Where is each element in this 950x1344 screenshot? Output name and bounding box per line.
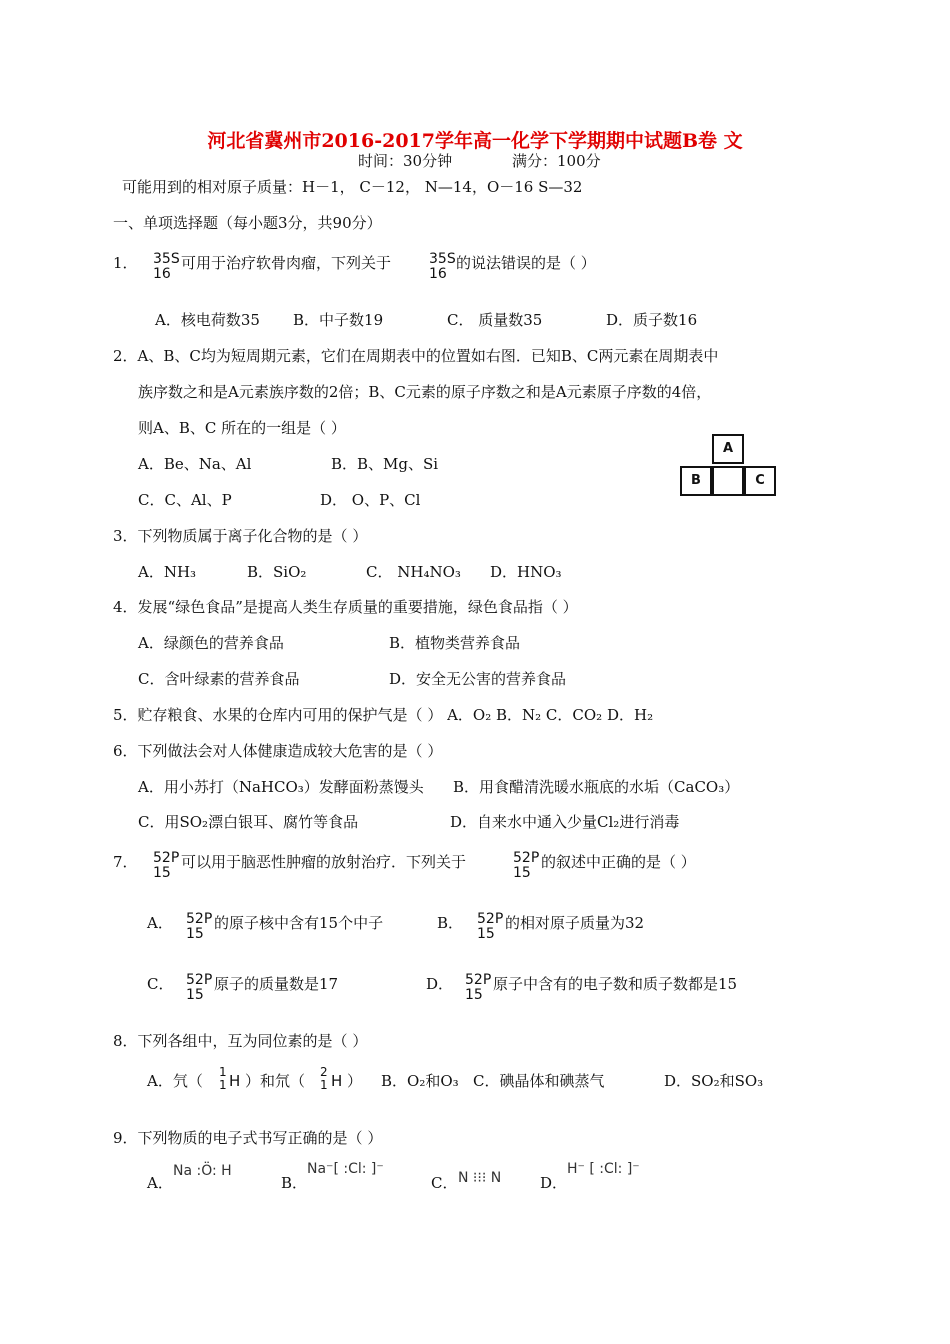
q9-formula-a: Na :Ö: H — [173, 1163, 232, 1179]
hydrogen-symbol: H — [229, 1072, 241, 1090]
q2-option-c[interactable]: C．C、Al、P — [138, 491, 232, 509]
isotope-z: 15 — [477, 926, 495, 942]
q9-option-d-label[interactable]: D． — [540, 1174, 568, 1192]
q6-option-c[interactable]: C．用SO₂漂白银耳、腐竹等食品 — [138, 813, 359, 831]
isotope-mass: 52P — [513, 850, 540, 866]
section-title: 一、单项选择题（每小题3分，共90分） — [113, 214, 382, 232]
q7-option-a-label[interactable]: A． — [147, 914, 173, 932]
q6-text: 6．下列做法会对人体健康造成较大危害的是（ ） — [113, 742, 443, 760]
q6-option-a[interactable]: A．用小苏打（NaHCO₃）发酵面粉蒸馒头 — [138, 778, 424, 796]
q7-option-c-label[interactable]: C． — [147, 975, 174, 993]
grid-cell-c: C — [744, 466, 776, 496]
q7-option-a[interactable]: 的原子核中含有15个中子 — [214, 914, 384, 932]
isotope-z: 15 — [153, 865, 171, 881]
q9-option-a-label[interactable]: A． — [147, 1174, 173, 1192]
q2-line1: 2．A、B、C均为短周期元素，它们在周期表中的位置如右图．已知B、C两元素在周期表中 — [113, 347, 719, 365]
q8-protium-isotope — [219, 1066, 227, 1092]
q7-option-b-label[interactable]: B． — [437, 914, 464, 932]
isotope-z: 15 — [186, 926, 204, 942]
isotope-mass: 2 — [320, 1065, 328, 1079]
q1-text-b: 的说法错误的是（ ） — [456, 254, 596, 272]
q7-option-d-label[interactable]: D． — [426, 975, 454, 993]
atomic-masses: 可能用到的相对原子质量：H－1， C－12， N—14，O－16 S—32 — [122, 178, 583, 196]
q7-text-b: 的叙述中正确的是（ ） — [541, 853, 696, 871]
q1-option-b[interactable]: B．中子数19 — [293, 311, 384, 329]
q9-text: 9．下列物质的电子式书写正确的是（ ） — [113, 1129, 383, 1147]
q7-option-d[interactable]: 原子中含有的电子数和质子数都是15 — [493, 975, 738, 993]
q1-option-c[interactable]: C． 质量数35 — [447, 311, 543, 329]
q4-text: 4．发展“绿色食品”是提高人类生存质量的重要措施，绿色食品指（ ） — [113, 598, 578, 616]
q9-formula-c: N ⁝⁝⁝ N — [458, 1170, 502, 1186]
q8-option-a-part1[interactable]: A．氕（ — [147, 1072, 203, 1090]
isotope-mass: 1 — [219, 1065, 227, 1079]
q3-option-c[interactable]: C． NH₄NO₃ — [366, 563, 461, 581]
q8-option-b[interactable]: B．O₂和O₃ — [381, 1072, 459, 1090]
q7-option-d-isotope — [465, 973, 491, 1003]
q4-option-b[interactable]: B．植物类营养食品 — [389, 634, 521, 652]
exam-time: 时间：30分钟 — [358, 152, 453, 170]
q2-line3: 则A、B、C 所在的一组是（ ） — [138, 419, 346, 437]
q1-isotope-s — [153, 252, 180, 282]
q7-isotope-p-2 — [513, 851, 539, 881]
q9-formula-d: H⁻ [ :Cl: ]⁻ — [567, 1161, 640, 1177]
exam-score: 满分：100分 — [512, 152, 601, 170]
q7-option-c[interactable]: 原子的质量数是17 — [214, 975, 339, 993]
q8-deuterium-isotope — [320, 1066, 328, 1092]
q7-option-b[interactable]: 的相对原子质量为32 — [505, 914, 645, 932]
q4-option-c[interactable]: C．含叶绿素的营养食品 — [138, 670, 300, 688]
q2-option-a[interactable]: A．Be、Na、Al — [138, 455, 252, 473]
grid-cell-empty — [712, 466, 744, 496]
page-title: 河北省冀州市2016-2017学年高一化学下学期期中试题B卷 文 — [207, 130, 743, 152]
q7-text-a: 可以用于脑恶性肿瘤的放射治疗．下列关于 — [181, 853, 467, 871]
q9-formula-b: Na⁻[ :Cl: ]⁻ — [307, 1161, 384, 1177]
isotope-mass: 52P — [153, 850, 180, 866]
q6-option-b[interactable]: B．用食醋清洗暖水瓶底的水垢（CaCO₃） — [453, 778, 740, 796]
q4-option-d[interactable]: D．安全无公害的营养食品 — [389, 670, 567, 688]
q8-option-d[interactable]: D．SO₂和SO₃ — [664, 1072, 764, 1090]
q2-line2: 族序数之和是A元素族序数的2倍；B、C元素的原子序数之和是A元素原子序数的4倍， — [138, 383, 712, 401]
q8-text: 8．下列各组中，互为同位素的是（ ） — [113, 1032, 368, 1050]
q1-isotope-s-2 — [429, 252, 456, 282]
isotope-mass: 52P — [186, 911, 213, 927]
q8-option-a-part3[interactable]: ） — [347, 1072, 363, 1090]
q2-option-d[interactable]: D． O、P、Cl — [320, 491, 421, 509]
q1-number: 1． — [113, 254, 138, 272]
isotope-mass: 52P — [186, 972, 213, 988]
q6-option-d[interactable]: D．自来水中通入少量Cl₂进行消毒 — [450, 813, 680, 831]
q5-text: 5．贮存粮食、水果的仓库内可用的保护气是（ ） A．O₂ B．N₂ C．CO₂ D．H₂ — [113, 706, 654, 724]
q4-option-a[interactable]: A．绿颜色的营养食品 — [138, 634, 284, 652]
q3-option-b[interactable]: B．SiO₂ — [247, 563, 307, 581]
q3-option-d[interactable]: D．HNO₃ — [490, 563, 562, 581]
q8-option-c[interactable]: C．碘晶体和碘蒸气 — [473, 1072, 605, 1090]
isotope-mass: 35S — [429, 251, 456, 267]
q7-option-a-isotope — [186, 912, 212, 942]
periodic-position-diagram — [680, 434, 778, 498]
isotope-mass: 52P — [477, 911, 504, 927]
q9-option-b-label[interactable]: B． — [281, 1174, 308, 1192]
q3-option-a[interactable]: A．NH₃ — [138, 563, 197, 581]
hydrogen-symbol: H — [331, 1072, 343, 1090]
isotope-z: 16 — [153, 266, 171, 282]
q3-text: 3．下列物质属于离子化合物的是（ ） — [113, 527, 368, 545]
grid-cell-a: A — [712, 434, 744, 464]
q1-option-a[interactable]: A．核电荷数35 — [155, 311, 260, 329]
isotope-mass: 35S — [153, 251, 180, 267]
q7-option-c-isotope — [186, 973, 212, 1003]
q9-option-c-label[interactable]: C． — [431, 1174, 458, 1192]
isotope-z: 15 — [513, 865, 531, 881]
isotope-z: 15 — [186, 987, 204, 1003]
grid-cell-b: B — [680, 466, 712, 496]
q8-option-a-part2[interactable]: ）和氘（ — [245, 1072, 306, 1090]
q1-option-d[interactable]: D．质子数16 — [606, 311, 698, 329]
q1-text-a: 可用于治疗软骨肉瘤，下列关于 — [181, 254, 392, 272]
isotope-mass: 52P — [465, 972, 492, 988]
q7-number: 7． — [113, 853, 138, 871]
isotope-z: 1 — [320, 1078, 328, 1092]
isotope-z: 15 — [465, 987, 483, 1003]
q7-isotope-p — [153, 851, 179, 881]
isotope-z: 1 — [219, 1078, 227, 1092]
isotope-z: 16 — [429, 266, 447, 282]
q2-option-b[interactable]: B．B、Mg、Si — [331, 455, 439, 473]
q7-option-b-isotope — [477, 912, 503, 942]
